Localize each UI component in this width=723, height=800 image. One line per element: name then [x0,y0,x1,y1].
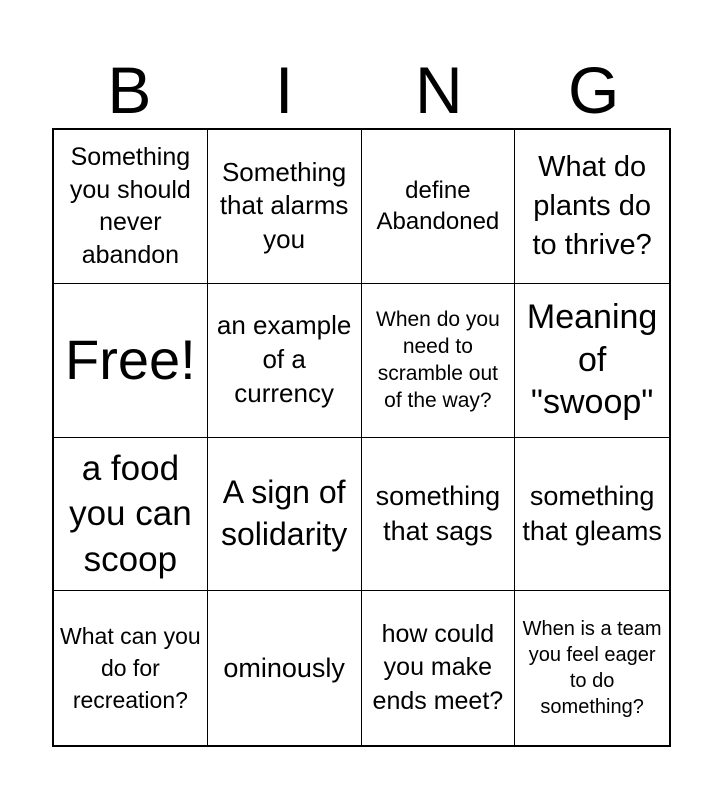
bingo-cell[interactable] [208,591,362,745]
cell-text: Meaning of "swoop" [526,298,658,422]
cell-text: What can you do for recreation? [60,622,201,714]
cell-text: Something you should never abandon [69,143,191,269]
bingo-cell[interactable] [362,591,516,745]
cell-text: ominously [223,652,345,683]
cell-text: an example of a currency [216,310,352,409]
bingo-cell[interactable] [362,130,516,284]
cell-text: Something that alarms you [219,156,349,255]
bingo-cell[interactable] [54,438,208,592]
bingo-cell[interactable] [515,438,669,592]
cell-text: What do plants do to thrive? [532,150,652,261]
bingo-card-grid [52,128,671,747]
bingo-cell[interactable] [515,284,669,438]
cell-text: a food you can scoop [69,448,192,579]
title-letter-n: N [415,53,463,127]
cell-text: define Abandoned [376,177,500,236]
title-letter-i: I [274,53,294,127]
cell-text: When is a team you feel eager to do something? [522,618,662,719]
bingo-title [52,55,671,125]
bingo-cell[interactable] [54,130,208,284]
cell-text: how could you make ends meet? [372,619,504,715]
cell-text: Free! [65,328,196,392]
bingo-cell[interactable] [362,438,516,592]
cell-text: something that sags [375,480,501,546]
cell-text: A sign of solidarity [220,474,348,552]
bingo-cell[interactable] [208,130,362,284]
bingo-cell[interactable] [362,284,516,438]
bingo-cell[interactable] [54,591,208,745]
bingo-cell[interactable] [515,130,669,284]
cell-text: something that gleams [522,480,662,546]
cell-text: When do you need to scramble out of the way? [376,307,500,413]
bingo-cell[interactable] [515,591,669,745]
title-letter-g: G [567,53,620,127]
bingo-cell[interactable] [208,438,362,592]
bingo-cell[interactable] [54,284,208,438]
title-letter-b: B [107,53,152,127]
bingo-cell[interactable] [208,284,362,438]
